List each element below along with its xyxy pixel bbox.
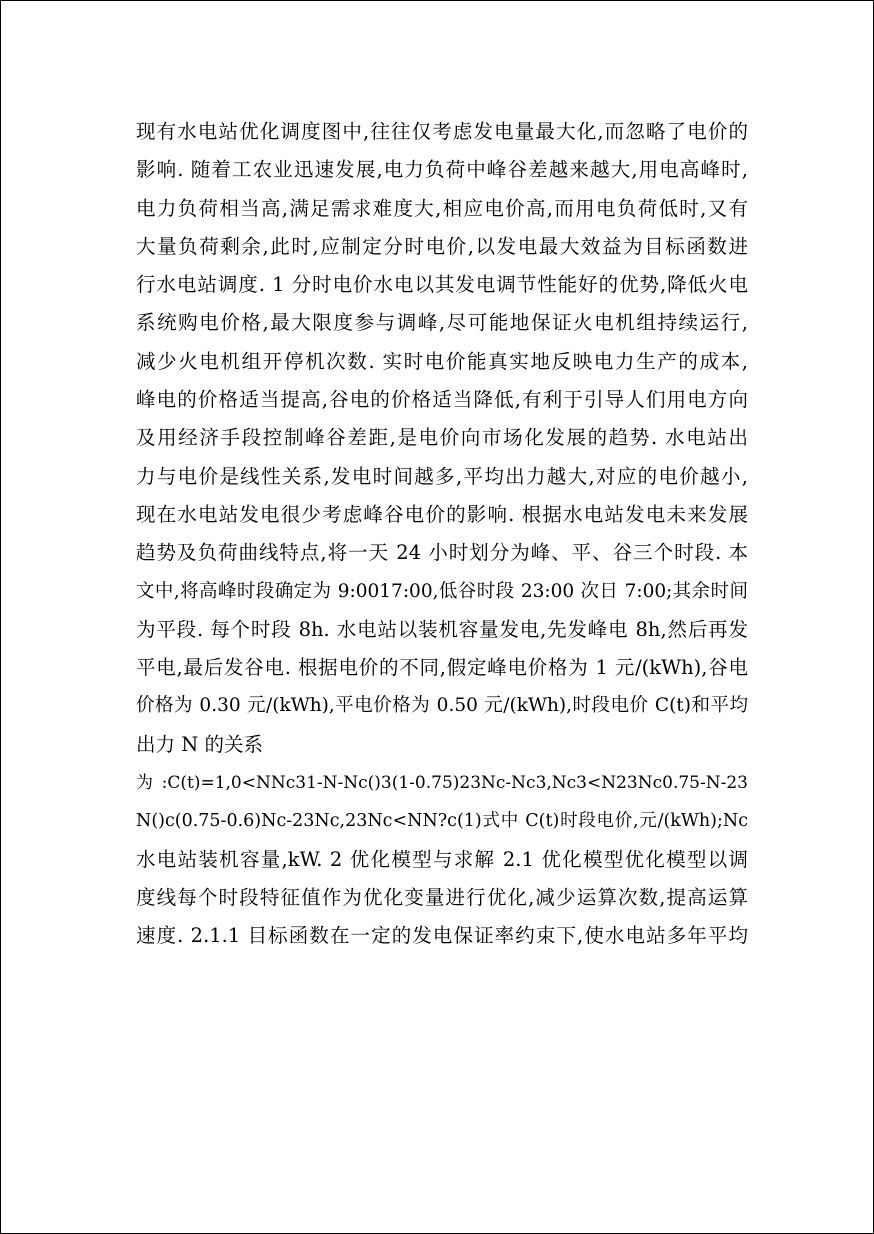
text-line: 度线每个时段特征值作为优化变量进行优化,减少运算次数,提高运算 [136,885,748,909]
text-line: 现有水电站优化调度图中,往往仅考虑发电量最大化,而忽略了电价的 [136,120,748,143]
text-line: 趋势及负荷曲线特点,将一天 24 小时划分为峰、平、谷三个时段. 本 [136,541,748,565]
text-line: 减少火电机组开停机次数. 实时电价能真实地反映电力生产的成本, [136,349,748,373]
text-line: 系统购电价格,最大限度参与调峰,尽可能地保证火电机组持续运行, [136,311,748,335]
text-line: 行水电站调度. 1 分时电价水电以其发电调节性能好的优势,降低火电 [136,273,748,297]
text-line: 水电站装机容量,kW. 2 优化模型与求解 2.1 优化模型优化模型以调 [136,847,748,871]
text-line: 现在水电站发电很少考虑峰谷电价的影响. 根据水电站发电未来发展 [136,502,748,526]
text-line: 峰电的价格适当提高,谷电的价格适当降低,有利于引导人们用电方向 [136,388,748,412]
text-line: 电力负荷相当高,满足需求难度大,相应电价高,而用电负荷低时,又有 [136,196,748,220]
text-line: 大量负荷剩余,此时,应制定分时电价,以发电最大效益为目标函数进 [136,234,748,258]
text-line: 速度. 2.1.1 目标函数在一定的发电保证率约束下,使水电站多年平均 [136,924,748,948]
text-line: 及用经济手段控制峰谷差距,是电价向市场化发展的趋势. 水电站出 [136,426,748,450]
text-line: 力与电价是线性关系,发电时间越多,平均出力越大,对应的电价越小, [136,464,748,488]
formula-line: 为:C(t)=1,0<NNc31-N-Nc()3(1-0.75)23Nc-Nc3,Nc3<N23Nc0.75-N-23 [136,773,748,794]
text-line: 文中,将高峰时段确定为 9:0017:00,低谷时段 23:00 次日 7:00;其余时间 [136,580,748,602]
text-line: 价格为 0.30 元/(kWh),平电价格为 0.50 元/(kWh),时段电价 C(t)和平均 [136,695,748,717]
text-line: 为平段. 每个时段 8h. 水电站以装机容量发电,先发峰电 8h,然后再发 [136,617,748,641]
text-line: 影响. 随着工农业迅速发展,电力负荷中峰谷差越来越大,用电高峰时, [136,158,748,182]
text-line: 出力 N 的关系 [136,732,263,756]
body-text [136,113,748,956]
text-line: 平电,最后发谷电. 根据电价的不同,假定峰电价格为 1 元/(kWh),谷电 [136,656,748,680]
formula-line: N()c(0.75-0.6)Nc-23Nc,23Nc<NN?c(1)式中 C(t)时段电价,元/(kWh);Nc [136,811,748,832]
